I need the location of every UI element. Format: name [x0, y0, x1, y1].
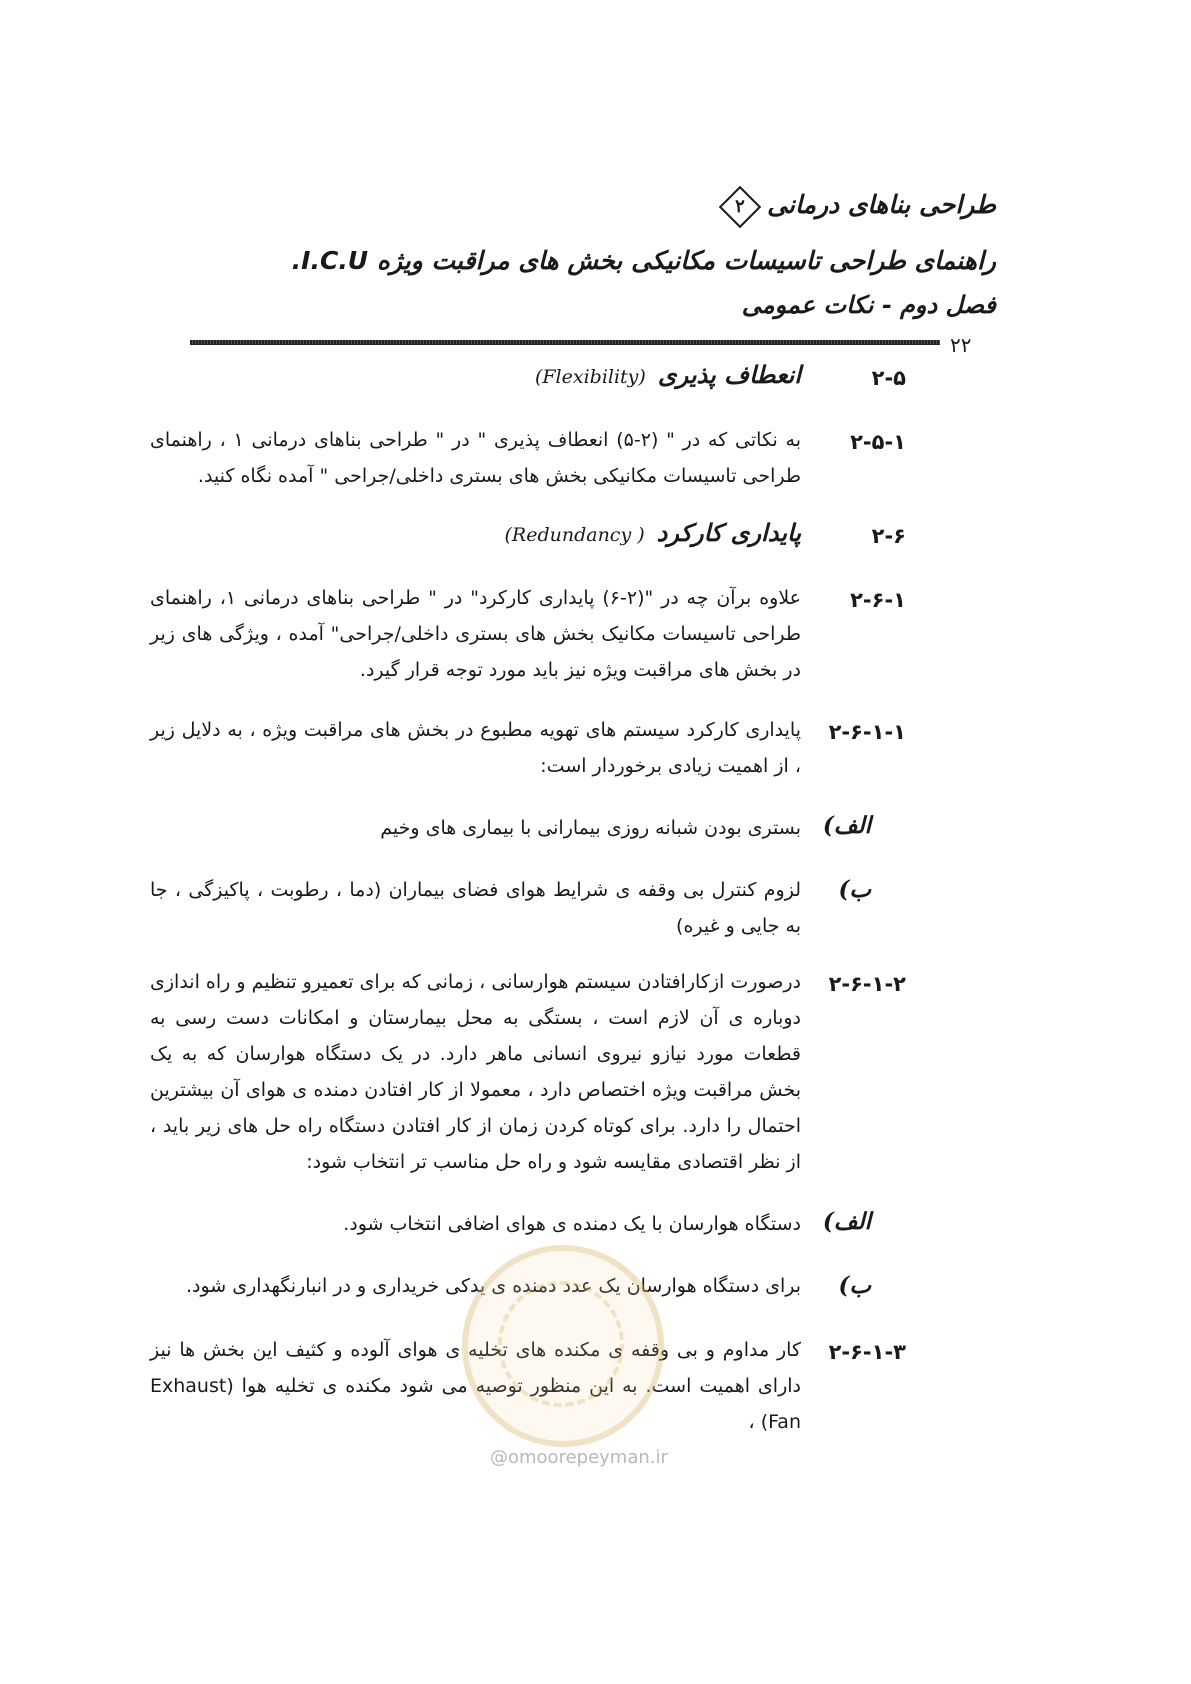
list-label: الف) — [822, 1208, 871, 1235]
book-number: ۲ — [735, 195, 745, 217]
list-item: برای دستگاه هوارسان یک عدد دمنده ی یدکی خریداری و در انبارنگهداری شود. — [185, 1275, 801, 1297]
section-title-english: ( Redundancy) — [504, 524, 645, 546]
list-item: لزوم کنترل بی وقفه ی شرایط هوای فضای بیماران (دما ، رطوبت ، پاکیزگی ، جا به جایی و غیره) — [150, 879, 801, 937]
section-number: ۲-۶-۱ — [850, 588, 906, 612]
section-number: ۲-۵ — [871, 366, 906, 390]
list-label: الف) — [822, 812, 871, 839]
paragraph: درصورت ازکارافتادن سیستم هوارسانی ، زمانی که برای تعمیرو تنظیم و راه اندازی دوباره ی آن لازم است ، بستگی به محل بیمارستان و امکانات دست رسی به قطعات مورد نیازو نیروی انسانی ماهر دارد. در یک دستگاه هوارسان که به یک بخش مراقبت ویژه اختصاص دارد ، معمولا از کار افتادن دمنده ی هوای آن بیشترین احتمال را دارد. برای کوتاه کردن زمان از کار افتادن دستگاه راه حل های زیر باید ، از نظر اقتصادی مقایسه شود و راه حل مناسب تر انتخاب شود: — [150, 971, 801, 1173]
section-title-english: (Flexibility) — [534, 366, 646, 388]
section-number: ۲-۶-۱-۳ — [828, 1340, 906, 1364]
header-rule — [190, 340, 940, 345]
watermark-seal-icon — [462, 1245, 664, 1447]
chapter-title: فصل دوم - نکات عمومی — [741, 290, 996, 319]
list-item: بستری بودن شبانه روزی بیمارانی با بیماری های وخیم — [380, 817, 801, 839]
book-title-text: طراحی بناهای درمانی — [767, 190, 996, 219]
paragraph: علاوه برآن چه در "(۲-۶) پایداری کارکرد" در " طراحی بناهای درمانی ۱، راهنمای طراحی تاسیسات مکانیک بخش های بستری داخلی/جراحی" آمده ، ویژگی های زیر در بخش های مراقبت ویژه نیز باید مورد توجه قرار گیرد. — [150, 587, 801, 681]
section-title — [504, 518, 801, 547]
watermark-text: @omoorepeyman.ir — [490, 1447, 668, 1468]
paragraph: به نکاتی که در " (۲-۵) انعطاف پذیری " در " طراحی بناهای درمانی ۱ ، راهنمای طراحی تاسیسات مکانیکی بخش های بستری داخلی/جراحی " آمده نگاه کنید. — [150, 429, 801, 487]
guide-title-latin: .I.C.U — [291, 246, 369, 275]
section-number: ۲-۶-۱-۲ — [828, 972, 906, 996]
section-title-text: پایداری کارکرد — [656, 518, 801, 547]
paragraph: پایداری کارکرد سیستم های تهویه مطبوع در بخش های مراقبت ویژه ، به دلایل زیر ، از اهمیت زیادی برخوردار است: — [150, 719, 801, 777]
section-title — [535, 360, 801, 389]
section-number: ۲-۶ — [871, 524, 906, 548]
page-number: ۲۲ — [950, 333, 972, 357]
list-label: ب) — [838, 1272, 871, 1299]
list-item: دستگاه هوارسان با یک دمنده ی هوای اضافی انتخاب شود. — [343, 1213, 801, 1235]
list-label: ب) — [838, 876, 871, 903]
book-title — [717, 190, 996, 222]
section-title-text: انعطاف پذیری — [657, 360, 801, 389]
paragraph: کار مداوم و بی وقفه ی مکنده های تخلیه ی هوای آلوده و کثیف این بخش ها نیز دارای اهمیت است. به این منظور توصیه می شود مکنده ی تخلیه هوا (Exhaust Fan) ، — [150, 1339, 801, 1433]
section-number: ۲-۶-۱-۱ — [828, 720, 906, 744]
book-number-diamond-icon — [719, 185, 761, 227]
section-number: ۲-۵-۱ — [850, 430, 906, 454]
guide-title-text: راهنمای طراحی تاسیسات مکانیکی بخش های مراقبت ویژه — [376, 246, 996, 275]
guide-title — [292, 246, 996, 275]
